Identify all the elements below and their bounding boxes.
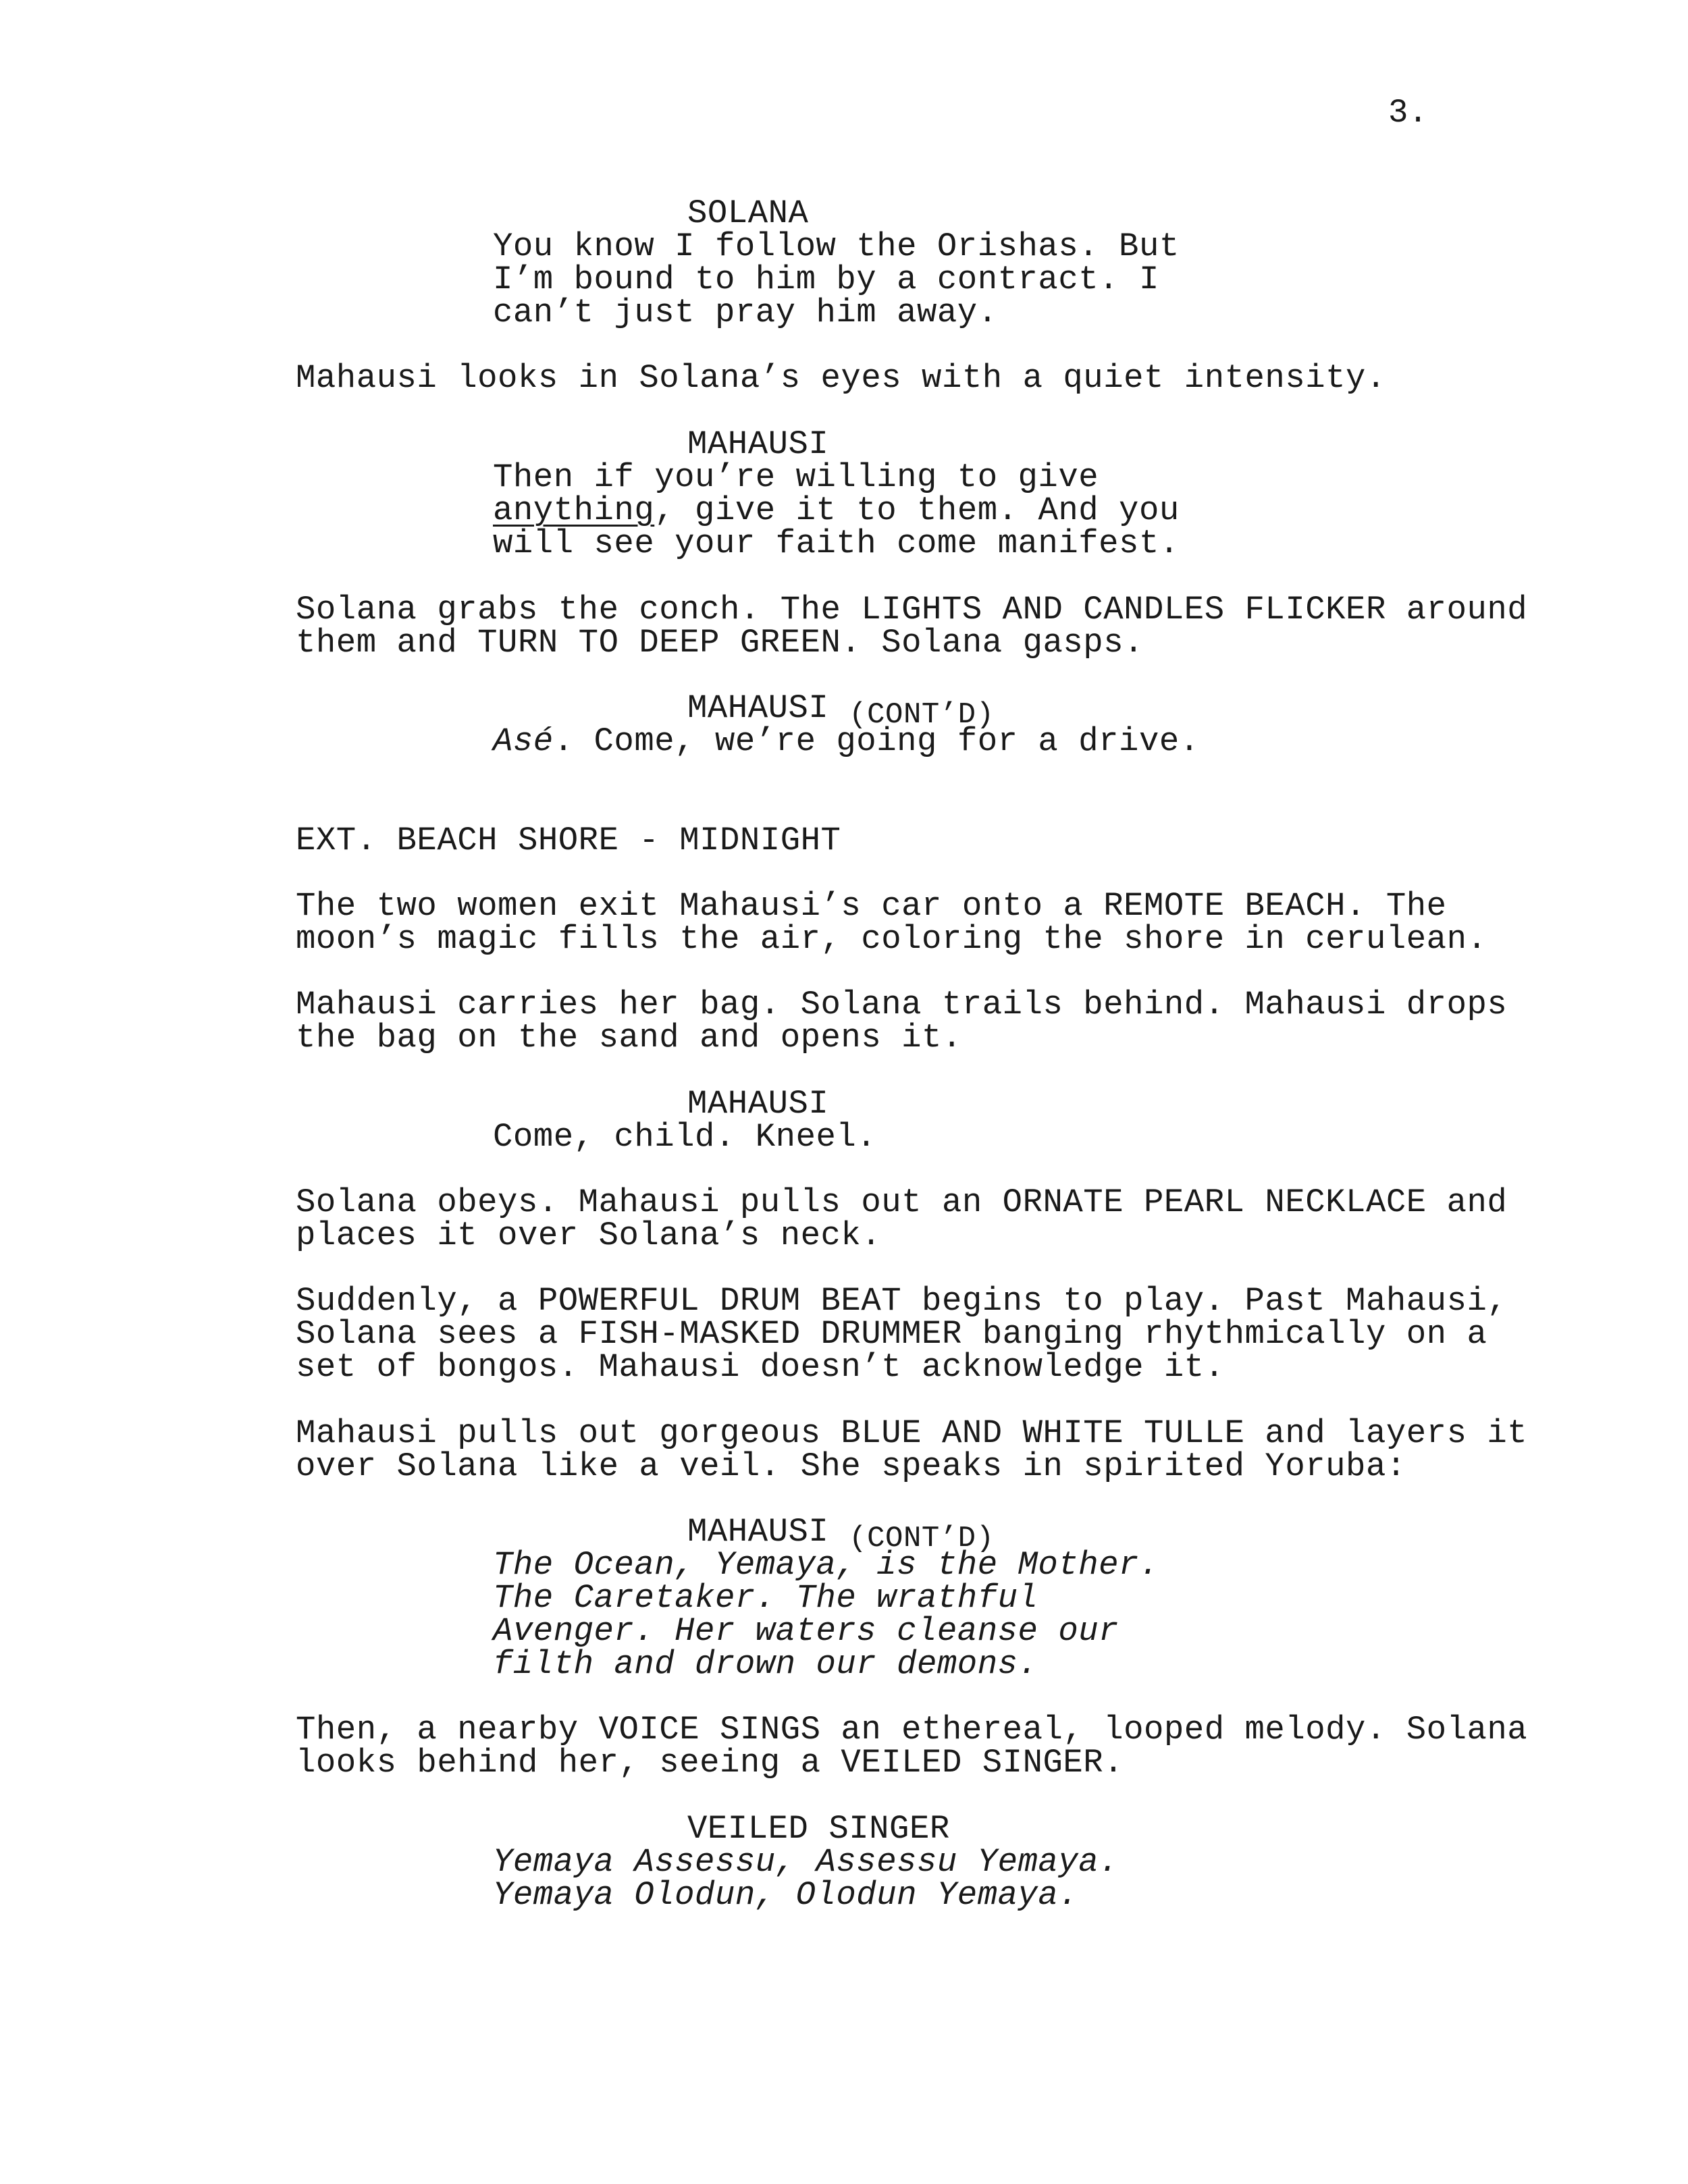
character-extension: (CONT’D) [849,698,995,732]
dialogue-line: filth and drown our demons. [493,1645,1038,1683]
character-extension: (CONT’D) [849,1522,995,1555]
action-line: Solana obeys. Mahausi pulls out an ORNATE PEARL NECKLACE and [296,1183,1508,1221]
character-name: MAHAUSI [687,425,829,463]
action-line: places it over Solana’s neck. [296,1217,882,1254]
dialogue-line: The Ocean, Yemaya, is the Mother. [493,1546,1159,1584]
action-line: Suddenly, a POWERFUL DRUM BEAT begins to play. Past Mahausi, [296,1282,1508,1320]
character-name: VEILED SINGER [687,1810,950,1848]
dialogue-line: I’m bound to him by a contract. I [493,261,1159,298]
dialogue-line: Avenger. Her waters cleanse our [493,1612,1119,1650]
dialogue-line: The Caretaker. The wrathful [493,1579,1038,1617]
character-name: MAHAUSI (CONT’D) [687,1513,995,1555]
action-line: them and TURN TO DEEP GREEN. Solana gasps. [296,624,1144,662]
underlined-word: anything [493,491,655,529]
action-line: The two women exit Mahausi’s car onto a REMOTE BEACH. The [296,887,1447,925]
character-name: MAHAUSI (CONT’D) [687,689,995,732]
dialogue-line: will see your faith come manifest. [493,525,1180,562]
scene-heading: EXT. BEACH SHORE - MIDNIGHT [296,822,841,859]
dialogue-line: Come, child. Kneel. [493,1118,877,1156]
dialogue-line: Asé. Come, we’re going for a drive. [493,722,1200,760]
action-line: Mahausi carries her bag. Solana trails behind. Mahausi drops [296,986,1508,1023]
page-number: 3. [1388,94,1428,132]
dialogue-line: anything, give it to them. And you [493,491,1180,529]
action-line: set of bongos. Mahausi doesn’t acknowledge it. [296,1348,1225,1386]
dialogue-line: Then if you’re willing to give [493,458,1099,496]
dialogue-line: Yemaya Assessu, Assessu Yemaya. [493,1843,1119,1881]
action-line: the bag on the sand and opens it. [296,1019,962,1057]
character-name: MAHAUSI [687,1085,829,1123]
action-line: Solana sees a FISH-MASKED DRUMMER banging rhythmically on a [296,1315,1487,1353]
dialogue-line: Yemaya Olodun, Olodun Yemaya. [493,1876,1079,1914]
action-line: looks behind her, seeing a VEILED SINGER. [296,1744,1124,1782]
action-line: moon’s magic fills the air, coloring the shore in cerulean. [296,920,1487,958]
action-line: Mahausi pulls out gorgeous BLUE AND WHITE TULLE and layers it [296,1414,1528,1452]
dialogue-line: You know I follow the Orishas. But [493,228,1180,265]
action-line: Solana grabs the conch. The LIGHTS AND CANDLES FLICKER around [296,591,1528,629]
italic-word: Asé [493,722,554,760]
dialogue-line: can’t just pray him away. [493,294,998,331]
action-line: Mahausi looks in Solana’s eyes with a quiet intensity. [296,359,1386,397]
action-line: over Solana like a veil. She speaks in spirited Yoruba: [296,1447,1406,1485]
character-name: SOLANA [687,194,809,232]
action-line: Then, a nearby VOICE SINGS an ethereal, looped melody. Solana [296,1711,1528,1749]
